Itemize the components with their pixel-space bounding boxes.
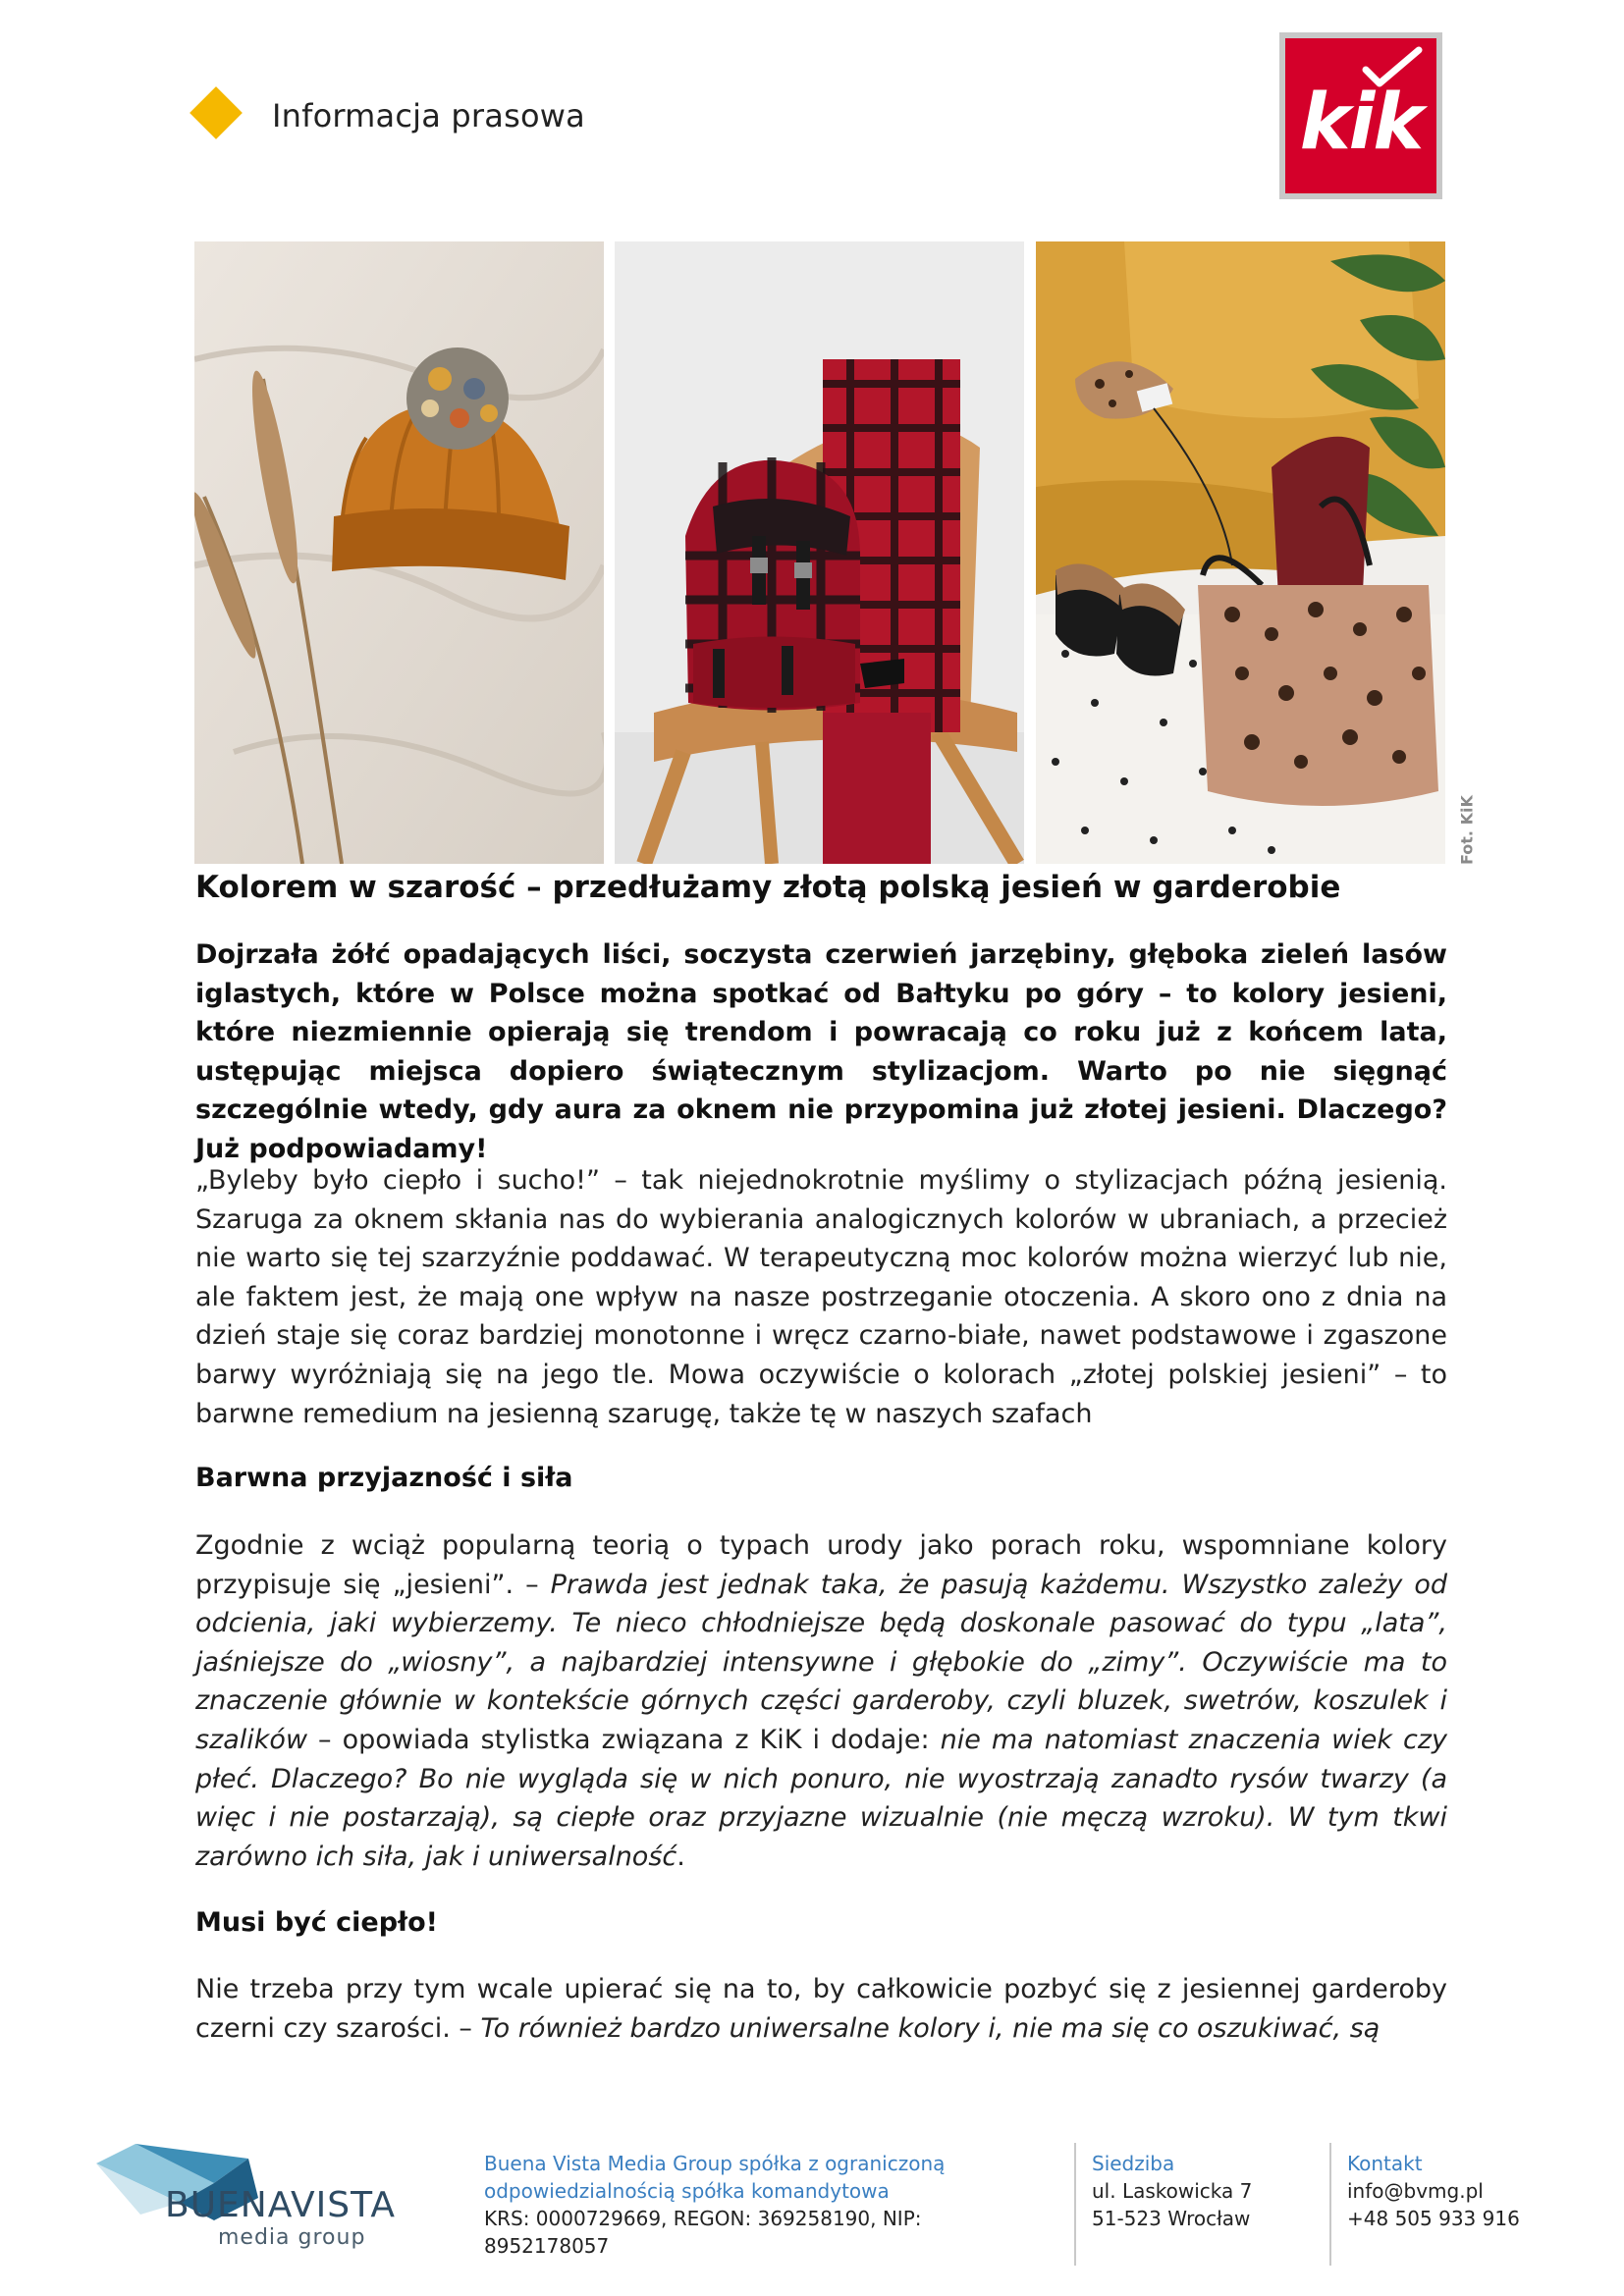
header-label: Informacja prasowa xyxy=(272,97,585,134)
footer-hq-city: 51-523 Wrocław xyxy=(1092,2207,1251,2230)
photo-credit: Fot. KiK xyxy=(1457,795,1477,866)
paragraph-3-intro: Nie trzeba przy tym wcale upierać się na to, by całkowicie pozbyć się z jesiennej garderoby czerni czy szarości. – xyxy=(195,1974,1447,2044)
footer-company-line-2: odpowiedzialnością spółka komandytowa xyxy=(484,2179,890,2203)
paragraph-3-quote: To również bardzo uniwersalne kolory i, nie ma się co oszukiwać, są xyxy=(480,2012,1380,2044)
footer-contact-label: Kontakt xyxy=(1347,2152,1423,2175)
header-diamond-icon xyxy=(189,86,243,139)
footer-company xyxy=(484,2150,1034,2260)
photo-hat xyxy=(194,241,604,864)
footer-contact-email[interactable]: info@bvmg.pl xyxy=(1347,2179,1484,2203)
paragraph-2-end: . xyxy=(677,1841,685,1872)
logo-checkmark-icon xyxy=(1362,46,1423,91)
section-heading-barwna: Barwna przyjazność i siła xyxy=(195,1463,573,1493)
footer-headquarters xyxy=(1092,2150,1308,2232)
section-heading-musi: Musi być ciepło! xyxy=(195,1907,438,1938)
paragraph-2-attribution: – opowiada stylistka związana z KiK i dodaje: xyxy=(307,1724,941,1755)
footer-company-line-1: Buena Vista Media Group spółka z ograniczoną xyxy=(484,2152,946,2175)
footer-hq-label: Siedziba xyxy=(1092,2152,1175,2175)
photo-backpack xyxy=(615,241,1024,864)
kik-logo xyxy=(1279,32,1442,199)
buenavista-logo-subtitle: media group xyxy=(218,2225,366,2250)
paragraph-2-quote-2: nie ma natomiast znaczenia wiek czy płeć. Dlaczego? Bo nie wygląda się w nich ponuro, nie wyostrzają zanadto rysów twarzy (a więc i nie postarzają), są ciepłe oraz przyjazne wizualnie (nie męczą wzroku). W tym tkwi zarówno ich siła, jak i uniwersalność xyxy=(195,1724,1447,1872)
article-paragraph-3 xyxy=(195,1970,1447,2048)
footer-divider xyxy=(1074,2143,1076,2266)
footer-company-registry: KRS: 0000729669, REGON: 369258190, NIP: 8952178057 xyxy=(484,2207,922,2258)
footer-hq-street: ul. Laskowicka 7 xyxy=(1092,2179,1253,2203)
photo-leopard-bag xyxy=(1036,241,1445,864)
footer-divider xyxy=(1329,2143,1331,2266)
footer-contact-phone[interactable]: +48 505 933 916 xyxy=(1347,2207,1520,2230)
article-paragraph-2 xyxy=(195,1526,1447,1876)
article-lead: Dojrzała żółć opadających liści, soczysta czerwień jarzębiny, głęboka zieleń lasów iglastych, które w Polsce można spotkać od Bałtyku po góry – to kolory jesieni, które niezmiennie opierają się trendom i powracają co roku już z końcem lata, ustępując miejsca dopiero świątecznym stylizacjom. Warto po nie sięgnąć szczególnie wtedy, gdy aura za oknem nie przypomina już złotej jesieni. Dlaczego? Już podpowiadamy! xyxy=(195,939,1447,1164)
article-title: Kolorem w szarość – przedłużamy złotą polską jesień w garderobie xyxy=(195,870,1341,905)
paragraph-2-quote-1: Prawda jest jednak taka, że pasują każdemu. Wszystko zależy od odcienia, jaki wybierzemy. Te nieco chłodniejsze będą doskonale pasować do typu „lata”, jaśniejsze do „wiosny”, a najbardziej intensywne i głębokie do „zimy”. Oczywiście ma to znaczenie głównie w kontekście górnych części garderoby, czyli bluzek, swetrów, koszulek i szalików xyxy=(195,1569,1447,1755)
footer-contact xyxy=(1347,2150,1583,2232)
paragraph-2-intro: Zgodnie z wciąż popularną teorią o typach urody jako porach roku, wspomniane kolory przypisuje się „jesieni”. – xyxy=(195,1530,1447,1600)
article-paragraph-1: „Byleby było ciepło i sucho!” – tak niejednokrotnie myślimy o stylizacjach późną jesienią. Szaruga za oknem skłania nas do wybierania analogicznych kolorów w ubraniach, a przecież nie warto się tej szarzyźnie poddawać. W terapeutyczną moc kolorów można wierzyć lub nie, ale faktem jest, że mają one wpływ na nasze postrzeganie otoczenia. A skoro ono z dnia na dzień staje się coraz bardziej monotonne i wręcz czarno-białe, nawet podstawowe i zgaszone barwy wyróżniają się na jego tle. Mowa oczywiście o kolorach „złotej polskiej jesieni” – to barwne remedium na jesienną szarugę, także tę w naszych szafach xyxy=(195,1165,1447,1429)
kik-logo-text: kik xyxy=(1299,79,1423,167)
buenavista-logo-name: BUENAVISTA xyxy=(165,2185,396,2225)
